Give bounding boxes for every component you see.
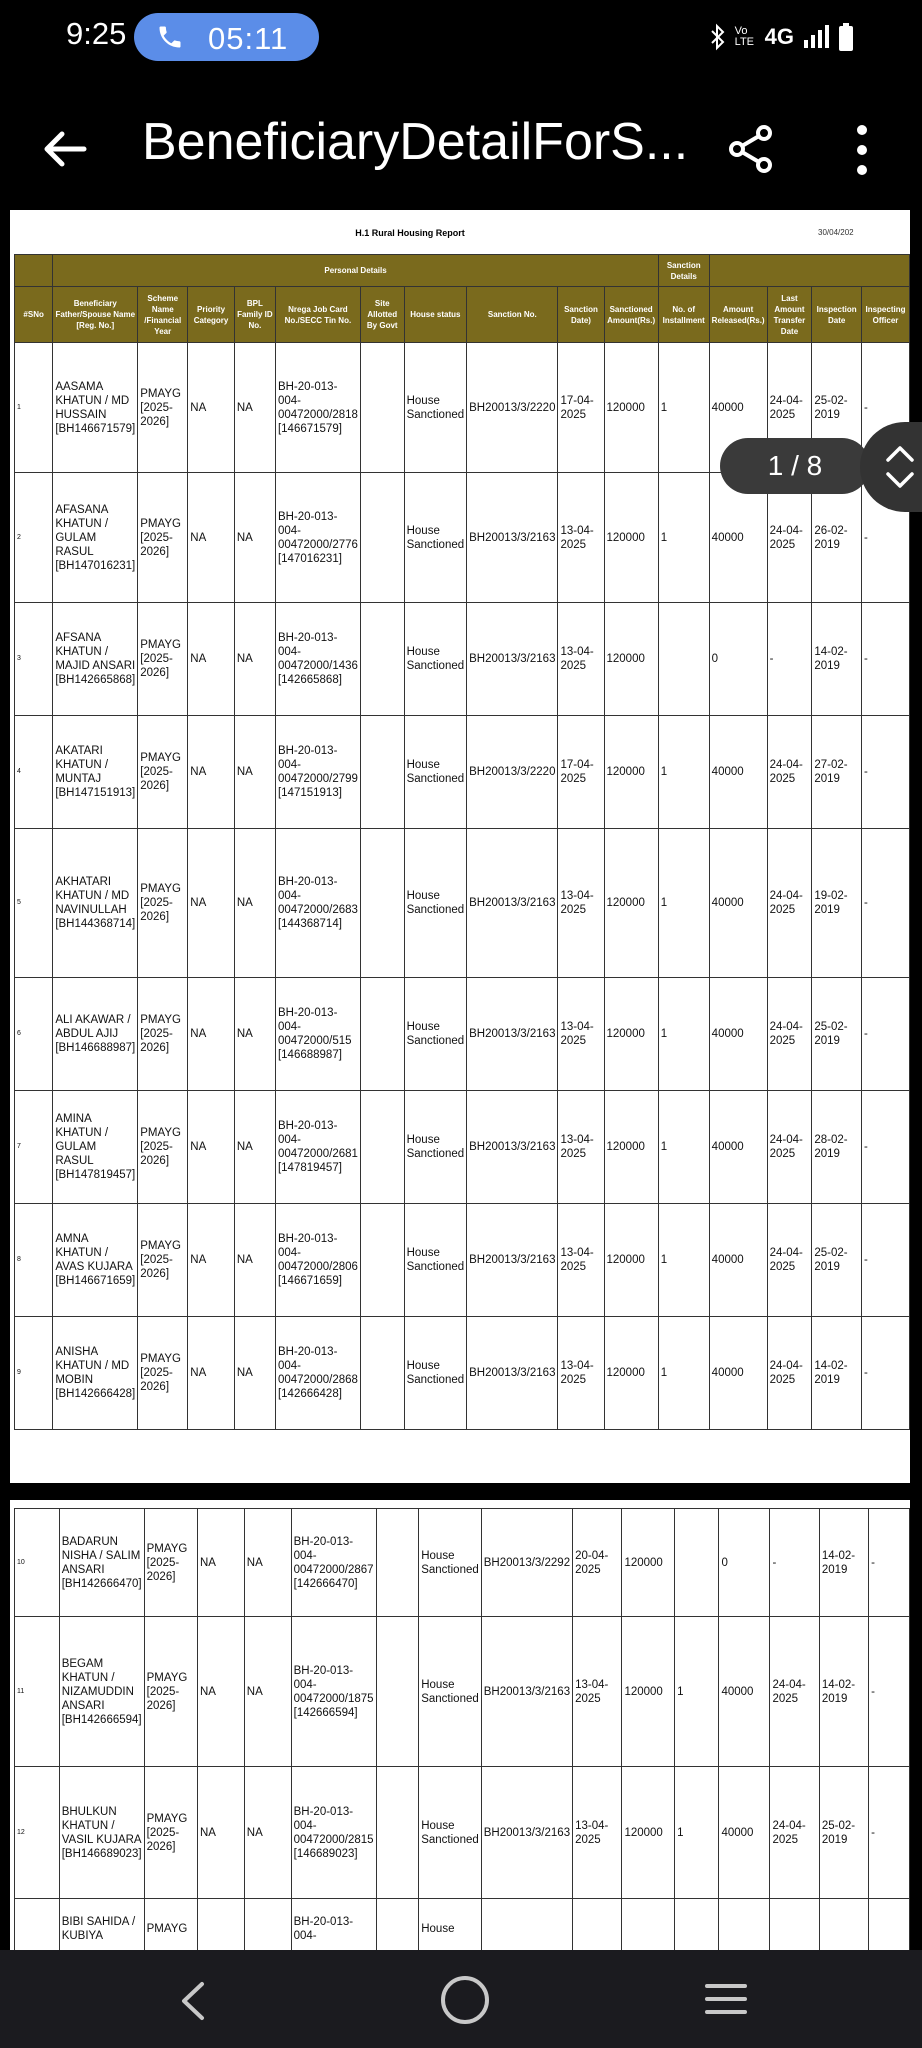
cell-amount: 120000 — [604, 603, 658, 716]
cell-sanction-no: BH20013/3/2163 — [467, 1091, 558, 1204]
cell-last-transfer: 24-04-2025 — [767, 829, 812, 978]
cell-scheme: PMAYG [2025-2026] — [138, 716, 188, 829]
cell-officer: - — [861, 1317, 909, 1430]
cell-bpl: NA — [234, 343, 275, 473]
pdf-page-1 — [10, 210, 910, 1483]
cell-scheme: PMAYG [2025-2026] — [138, 1091, 188, 1204]
cell-nrega: BH-20-013-004-00472000/1436 [142665868] — [275, 603, 360, 716]
cell-priority: NA — [188, 473, 235, 603]
cell-sno: 8 — [15, 1204, 53, 1317]
cell-amount: 120000 — [622, 1767, 675, 1899]
cell-inspection: 14-02-2019 — [812, 603, 862, 716]
cell-scheme: PMAYG [2025-2026] — [144, 1509, 197, 1617]
cell-bpl: NA — [234, 603, 275, 716]
cell-amount: 120000 — [604, 1317, 658, 1430]
cell-bpl — [244, 1899, 291, 1951]
cell-last-transfer: 24-04-2025 — [767, 1091, 812, 1204]
cell-officer: - — [861, 716, 909, 829]
cell-sno — [15, 1899, 60, 1951]
cell-status: House Sanctioned — [419, 1767, 482, 1899]
cell-nrega: BH-20-013-004-00472000/2867 [142666470] — [291, 1509, 376, 1617]
cell-last-transfer: 24-04-2025 — [767, 978, 812, 1091]
cell-last-transfer: 24-04-2025 — [767, 1204, 812, 1317]
table-row — [15, 1767, 910, 1899]
cell-scheme: PMAYG [2025-2026] — [138, 343, 188, 473]
cell-bpl: NA — [234, 1204, 275, 1317]
column-header: Scheme Name /Financial Year — [138, 287, 188, 343]
cell-name: AMNA KHATUN / AVAS KUJARA [BH146671659] — [53, 1204, 138, 1317]
cell-scheme: PMAYG [2025-2026] — [144, 1617, 197, 1767]
column-header: Priority Category — [188, 287, 235, 343]
cell-site — [376, 1617, 419, 1767]
cell-name: AKATARI KHATUN / MUNTAJ [BH147151913] — [53, 716, 138, 829]
cell-nrega: BH-20-013-004-00472000/2681 [147819457] — [275, 1091, 360, 1204]
table-row — [15, 603, 910, 716]
cell-bpl: NA — [234, 716, 275, 829]
nav-recents-icon[interactable] — [705, 1982, 747, 2016]
cell-officer: - — [861, 343, 909, 473]
cell-inspection: 25-02-2019 — [819, 1767, 868, 1899]
cell-sno: 9 — [15, 1317, 53, 1430]
scroll-updown-icon — [884, 444, 916, 490]
back-arrow-icon[interactable] — [40, 124, 90, 174]
cell-name: AASAMA KHATUN / MD HUSSAIN [BH146671579] — [53, 343, 138, 473]
column-header: Sanctioned Amount(Rs.) — [604, 287, 658, 343]
cell-sno: 1 — [15, 343, 53, 473]
cell-installments: 1 — [658, 1091, 709, 1204]
nav-home-icon[interactable] — [441, 1976, 489, 2024]
cell-nrega: BH-20-013-004-00472000/2806 [146671659] — [275, 1204, 360, 1317]
cell-last-transfer: 24-04-2025 — [770, 1617, 819, 1767]
cell-scheme: PMAYG [2025-2026] — [138, 473, 188, 603]
cell-sanction-date: 13-04-2025 — [558, 603, 604, 716]
document-title: BeneficiaryDetailForS... — [142, 113, 689, 171]
column-header: BPL Family ID No. — [234, 287, 275, 343]
cell-installments: 1 — [658, 1204, 709, 1317]
column-header: Site Allotted By Govt — [360, 287, 404, 343]
cell-name: ALI AKAWAR / ABDUL AJIJ [BH146688987] — [53, 978, 138, 1091]
cell-scheme: PMAYG [2025-2026] — [138, 603, 188, 716]
cell-sanction-date — [573, 1899, 622, 1951]
cell-name: AFASANA KHATUN / GULAM RASUL [BH147016231] — [53, 473, 138, 603]
pdf-page-2 — [10, 1500, 910, 1950]
column-header: Sanction Date) — [558, 287, 604, 343]
cell-sanction-no: BH20013/3/2220 — [467, 343, 558, 473]
cell-released: 40000 — [709, 1091, 767, 1204]
cell-installments — [658, 603, 709, 716]
column-header: No. of Installment — [658, 287, 709, 343]
cell-name: BIBI SAHIDA / KUBIYA — [59, 1899, 144, 1951]
cell-amount: 120000 — [622, 1509, 675, 1617]
cell-name: AMINA KHATUN / GULAM RASUL [BH147819457] — [53, 1091, 138, 1204]
table-row — [15, 829, 910, 978]
cell-site — [360, 343, 404, 473]
cell-sanction-date: 13-04-2025 — [558, 829, 604, 978]
cell-status: House Sanctioned — [419, 1617, 482, 1767]
volte-icon: Vo LTE — [734, 25, 754, 48]
cell-bpl: NA — [234, 1317, 275, 1430]
column-header: House status — [404, 287, 467, 343]
call-duration: 05:11 — [208, 21, 289, 56]
cell-bpl: NA — [234, 829, 275, 978]
cell-priority: NA — [188, 978, 235, 1091]
table-row — [15, 1204, 910, 1317]
cell-inspection: 25-02-2019 — [812, 1204, 862, 1317]
cell-priority: NA — [188, 1204, 235, 1317]
page-indicator: 1 / 8 — [720, 438, 870, 494]
cell-released: 40000 — [709, 978, 767, 1091]
cell-sanction-date: 13-04-2025 — [573, 1767, 622, 1899]
cell-site — [360, 1317, 404, 1430]
cell-released: 40000 — [719, 1767, 770, 1899]
cell-status: House Sanctioned — [404, 1091, 467, 1204]
cell-installments: 1 — [658, 716, 709, 829]
cell-installments — [675, 1509, 719, 1617]
column-header: #SNo — [15, 287, 53, 343]
cell-scheme: PMAYG [2025-2026] — [138, 1317, 188, 1430]
cell-officer: - — [861, 978, 909, 1091]
cell-officer: - — [861, 603, 909, 716]
cell-sno: 12 — [15, 1767, 60, 1899]
cell-installments — [675, 1899, 719, 1951]
cell-name: BEGAM KHATUN / NIZAMUDDIN ANSARI [BH142666594] — [59, 1617, 144, 1767]
column-header: Inspecting Officer — [861, 287, 909, 343]
cell-priority: NA — [188, 1091, 235, 1204]
cell-installments: 1 — [658, 978, 709, 1091]
cell-nrega: BH-20-013-004-00472000/2868 [142666428] — [275, 1317, 360, 1430]
cell-last-transfer: 24-04-2025 — [770, 1767, 819, 1899]
cell-released: 40000 — [719, 1617, 770, 1767]
app-bar — [0, 74, 922, 224]
cell-last-transfer: - — [767, 603, 812, 716]
cell-sanction-no — [481, 1899, 572, 1951]
cell-released: 0 — [719, 1509, 770, 1617]
cell-site — [360, 1091, 404, 1204]
cell-status: House Sanctioned — [404, 343, 467, 473]
cell-scheme: PMAYG [2025-2026] — [144, 1767, 197, 1899]
more-options-icon[interactable] — [850, 122, 874, 178]
share-icon[interactable] — [728, 124, 774, 174]
cell-sanction-date: 20-04-2025 — [573, 1509, 622, 1617]
cell-nrega: BH-20-013-004-00472000/2683 [144368714] — [275, 829, 360, 978]
table-row — [15, 978, 910, 1091]
table-row — [15, 1509, 910, 1617]
cell-name: ANISHA KHATUN / MD MOBIN [BH142666428] — [53, 1317, 138, 1430]
cell-sanction-date: 13-04-2025 — [558, 1317, 604, 1430]
bluetooth-icon — [709, 23, 727, 51]
cell-site — [376, 1767, 419, 1899]
cell-sanction-date: 13-04-2025 — [573, 1617, 622, 1767]
cell-last-transfer: 24-04-2025 — [767, 1317, 812, 1430]
cell-inspection: 19-02-2019 — [812, 829, 862, 978]
cell-priority: NA — [188, 1317, 235, 1430]
cell-name: BADARUN NISHA / SALIM ANSARI [BH142666470] — [59, 1509, 144, 1617]
cell-nrega: BH-20-013-004-00472000/2776 [147016231] — [275, 473, 360, 603]
cell-status: House Sanctioned — [404, 978, 467, 1091]
cell-priority — [197, 1899, 244, 1951]
cell-priority: NA — [197, 1767, 244, 1899]
table-row — [15, 1899, 910, 1951]
cell-installments: 1 — [658, 343, 709, 473]
cell-officer: - — [861, 1204, 909, 1317]
cell-nrega: BH-20-013-004-00472000/515 [146688987] — [275, 978, 360, 1091]
cell-bpl: NA — [234, 978, 275, 1091]
battery-icon — [838, 22, 854, 52]
cell-installments: 1 — [658, 473, 709, 603]
cell-site — [360, 603, 404, 716]
cell-sanction-no: BH20013/3/2292 — [481, 1509, 572, 1617]
cell-inspection — [819, 1899, 868, 1951]
cell-amount: 120000 — [604, 343, 658, 473]
cell-sanction-no: BH20013/3/2220 — [467, 716, 558, 829]
cell-sanction-date: 17-04-2025 — [558, 716, 604, 829]
cell-released: 40000 — [709, 829, 767, 978]
pdf-viewer[interactable] — [0, 210, 922, 1950]
cell-name: AKHATARI KHATUN / MD NAVINULLAH [BH144368714] — [53, 829, 138, 978]
cell-released: 40000 — [709, 343, 767, 473]
column-header: Nrega Job Card No./SECC Tin No. — [275, 287, 360, 343]
cell-inspection: 14-02-2019 — [812, 1317, 862, 1430]
cell-site — [376, 1899, 419, 1951]
cell-sanction-no: BH20013/3/2163 — [467, 978, 558, 1091]
cell-sno: 5 — [15, 829, 53, 978]
cell-sanction-date: 17-04-2025 — [558, 343, 604, 473]
cell-sanction-date: 13-04-2025 — [558, 1204, 604, 1317]
cell-installments: 1 — [658, 1317, 709, 1430]
cell-released: 0 — [709, 603, 767, 716]
personal-details-header: Personal Details — [53, 255, 658, 287]
cell-inspection: 25-02-2019 — [812, 343, 862, 473]
phone-icon — [156, 23, 184, 51]
cell-inspection: 25-02-2019 — [812, 978, 862, 1091]
cell-nrega: BH-20-013-004-00472000/2815 [146689023] — [291, 1767, 376, 1899]
cell-nrega: BH-20-013-004-00472000/2799 [147151913] — [275, 716, 360, 829]
group-header-row — [15, 255, 910, 287]
cell-last-transfer — [770, 1899, 819, 1951]
cell-officer: - — [861, 829, 909, 978]
cell-released: 40000 — [709, 716, 767, 829]
cell-sno: 11 — [15, 1617, 60, 1767]
cell-amount: 120000 — [604, 829, 658, 978]
cell-sno: 7 — [15, 1091, 53, 1204]
cell-released — [719, 1899, 770, 1951]
cell-sno: 2 — [15, 473, 53, 603]
cell-sanction-no: BH20013/3/2163 — [467, 473, 558, 603]
cell-status: House Sanctioned — [404, 716, 467, 829]
cell-released: 40000 — [709, 473, 767, 603]
cell-amount: 120000 — [604, 1091, 658, 1204]
cell-officer — [869, 1899, 910, 1951]
cell-status: House Sanctioned — [404, 1204, 467, 1317]
status-time: 9:25 — [66, 16, 127, 51]
cell-amount: 120000 — [604, 473, 658, 603]
report-title: H.1 Rural Housing Report — [355, 228, 465, 238]
cell-scheme: PMAYG — [144, 1899, 197, 1951]
cell-nrega: BH-20-013-004- — [291, 1899, 376, 1951]
cell-inspection: 28-02-2019 — [812, 1091, 862, 1204]
cell-sno: 4 — [15, 716, 53, 829]
cell-sanction-no: BH20013/3/2163 — [467, 1204, 558, 1317]
cell-status: House Sanctioned — [419, 1509, 482, 1617]
cell-officer: - — [869, 1767, 910, 1899]
cell-sanction-no: BH20013/3/2163 — [467, 829, 558, 978]
cell-scheme: PMAYG [2025-2026] — [138, 829, 188, 978]
table-row — [15, 1617, 910, 1767]
cell-name: BHULKUN KHATUN / VASIL KUJARA [BH146689023] — [59, 1767, 144, 1899]
cell-released: 40000 — [709, 1204, 767, 1317]
cell-sno: 6 — [15, 978, 53, 1091]
cell-priority: NA — [188, 343, 235, 473]
cell-installments: 1 — [675, 1617, 719, 1767]
cell-priority: NA — [188, 829, 235, 978]
cell-last-transfer: 24-04-2025 — [767, 716, 812, 829]
system-nav-bar — [0, 1950, 922, 2048]
column-header: Inspection Date — [812, 287, 862, 343]
cell-amount: 120000 — [604, 716, 658, 829]
cell-officer: - — [861, 473, 909, 603]
cell-sanction-date: 13-04-2025 — [558, 978, 604, 1091]
table-row — [15, 1317, 910, 1430]
cell-name: AFSANA KHATUN / MAJID ANSARI [BH142665868] — [53, 603, 138, 716]
cell-site — [376, 1509, 419, 1617]
cell-status: House Sanctioned — [404, 1317, 467, 1430]
cell-nrega: BH-20-013-004-00472000/2818 [146671579] — [275, 343, 360, 473]
cell-status: House Sanctioned — [404, 473, 467, 603]
cell-priority: NA — [197, 1509, 244, 1617]
cell-sno: 10 — [15, 1509, 60, 1617]
cell-inspection: 26-02-2019 — [812, 473, 862, 603]
cell-released: 40000 — [709, 1317, 767, 1430]
cell-officer: - — [861, 1091, 909, 1204]
column-header: Amount Released(Rs.) — [709, 287, 767, 343]
cell-site — [360, 1204, 404, 1317]
cell-priority: NA — [188, 716, 235, 829]
cell-site — [360, 829, 404, 978]
cell-priority: NA — [188, 603, 235, 716]
cell-amount — [622, 1899, 675, 1951]
cell-amount: 120000 — [622, 1617, 675, 1767]
cell-sanction-no: BH20013/3/2163 — [467, 1317, 558, 1430]
column-header-row — [15, 287, 910, 343]
cell-sanction-date: 13-04-2025 — [558, 1091, 604, 1204]
cell-bpl: NA — [244, 1509, 291, 1617]
ongoing-call-chip[interactable] — [134, 13, 319, 61]
table-row — [15, 716, 910, 829]
table-row — [15, 1091, 910, 1204]
cell-amount: 120000 — [604, 1204, 658, 1317]
network-type: 4G — [764, 24, 794, 49]
cell-site — [360, 978, 404, 1091]
cell-sanction-no: BH20013/3/2163 — [481, 1617, 572, 1767]
cell-amount: 120000 — [604, 978, 658, 1091]
report-date: 30/04/202 — [818, 228, 854, 237]
beneficiary-table — [14, 254, 910, 1430]
signal-icon — [802, 24, 830, 50]
cell-bpl: NA — [234, 473, 275, 603]
cell-last-transfer: 24-04-2025 — [767, 473, 812, 603]
nav-back-icon[interactable] — [178, 1980, 208, 2022]
beneficiary-table-continued — [14, 1508, 910, 1950]
cell-officer: - — [869, 1617, 910, 1767]
cell-installments: 1 — [658, 829, 709, 978]
cell-inspection: 14-02-2019 — [819, 1509, 868, 1617]
cell-last-transfer: - — [770, 1509, 819, 1617]
column-header: Beneficiary Father/Spouse Name [Reg. No.] — [53, 287, 138, 343]
sanction-details-header: Sanction Details — [658, 255, 709, 287]
column-header: Last Amount Transfer Date — [767, 287, 812, 343]
cell-scheme: PMAYG [2025-2026] — [138, 978, 188, 1091]
cell-installments: 1 — [675, 1767, 719, 1899]
cell-sanction-no: BH20013/3/2163 — [481, 1767, 572, 1899]
column-header: Sanction No. — [467, 287, 558, 343]
cell-site — [360, 473, 404, 603]
cell-last-transfer: 24-04-2025 — [767, 343, 812, 473]
cell-bpl: NA — [234, 1091, 275, 1204]
cell-inspection: 27-02-2019 — [812, 716, 862, 829]
cell-sanction-date: 13-04-2025 — [558, 473, 604, 603]
cell-nrega: BH-20-013-004-00472000/1875 [142666594] — [291, 1617, 376, 1767]
cell-sanction-no: BH20013/3/2163 — [467, 603, 558, 716]
cell-site — [360, 716, 404, 829]
cell-status: House Sanctioned — [404, 829, 467, 978]
cell-scheme: PMAYG [2025-2026] — [138, 1204, 188, 1317]
cell-bpl: NA — [244, 1617, 291, 1767]
cell-sno: 3 — [15, 603, 53, 716]
status-icons — [709, 20, 854, 54]
cell-priority: NA — [197, 1617, 244, 1767]
cell-status: House Sanctioned — [404, 603, 467, 716]
cell-status: House — [419, 1899, 482, 1951]
cell-inspection: 14-02-2019 — [819, 1617, 868, 1767]
status-bar — [0, 0, 922, 74]
cell-bpl: NA — [244, 1767, 291, 1899]
cell-officer: - — [869, 1509, 910, 1617]
